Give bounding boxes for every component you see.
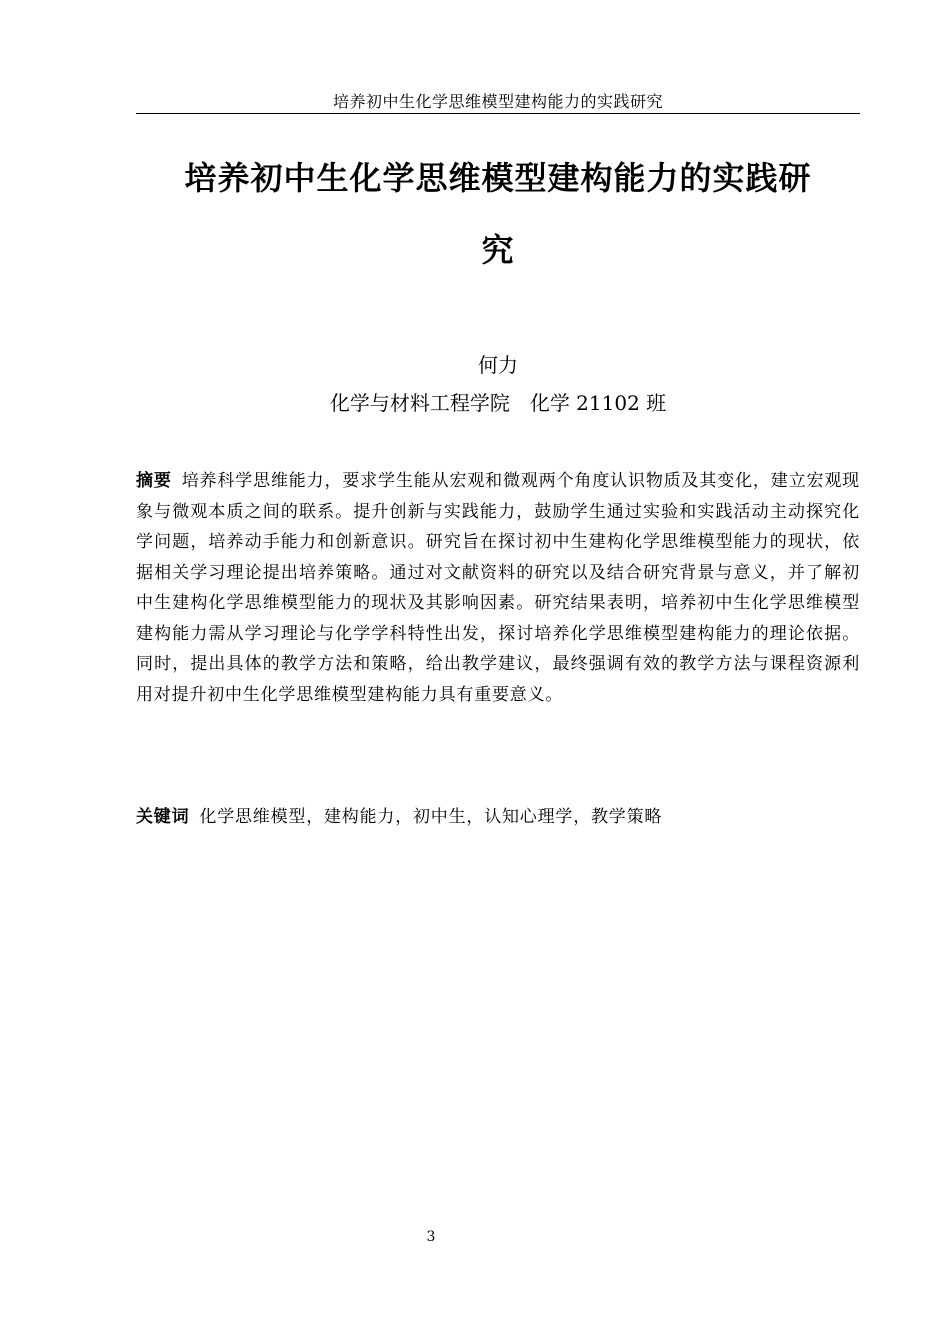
author-name: 何力 (478, 353, 518, 377)
affiliation-school: 化学与材料工程学院 (329, 391, 510, 415)
abstract (136, 466, 860, 710)
author-affiliation (136, 390, 860, 416)
abstract-label: 摘要 (136, 471, 172, 491)
affiliation-class: 化学 21102 班 (529, 391, 667, 415)
running-header: 培养初中生化学思维模型建构能力的实践研究 (332, 92, 663, 111)
paper-title-line-2: 究 (481, 231, 515, 269)
paper-title-line-1: 培养初中生化学思维模型建构能力的实践研 (184, 159, 812, 197)
header-rule (136, 113, 860, 114)
paper-title (136, 142, 860, 286)
abstract-text: 培养科学思维能力，要求学生能从宏观和微观两个角度认识物质及其变化，建立宏观现象与微观本质之间的联系。提升创新与实践能力，鼓励学生通过实验和实践活动主动探究化学问题，培养动手能力和创新意识。研究旨在探讨初中生建构化学思维模型能力的现状，依据相关学习理论提出培养策略。通过对文献资料的研究以及结合研究背景与意义，并了解初中生建构化学思维模型能力的现状及其影响因素。研究结果表明，培养初中生化学思维模型建构能力需从学习理论与化学学科特性出发，探讨培养化学思维模型建构能力的理论依据。同时，提出具体的教学方法和策略，给出教学建议，最终强调有效的教学方法与课程资源利用对提升初中生化学思维模型建构能力具有重要意义。 (136, 471, 860, 705)
keywords-text: 化学思维模型，建构能力，初中生，认知心理学，教学策略 (199, 807, 663, 827)
page-number: 3 (426, 1229, 436, 1245)
keywords-label: 关键词 (136, 807, 190, 827)
keywords (136, 802, 860, 832)
